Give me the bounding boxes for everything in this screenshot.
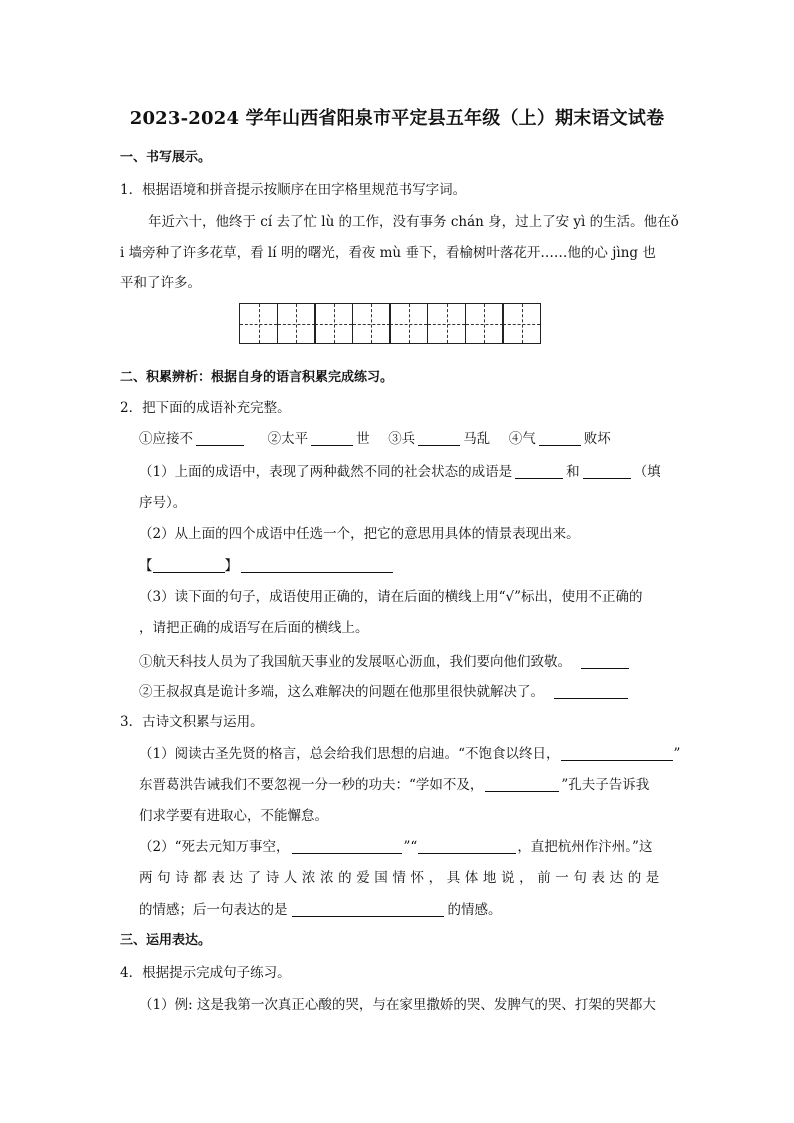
q2-sub3-cont: ，请把正确的成语写在后面的横线上。 — [139, 620, 369, 636]
grid-cell[interactable] — [277, 303, 316, 344]
q2-sentence-1: ①航天科技人员为了我国航天事业的发展呕心沥血，我们要向他们致敬。 — [139, 650, 632, 670]
q2-sub2-answer: 【 】 — [139, 554, 396, 574]
q3-sub2: （2）“死去元知万事空， ”“ ，直把杭州作汴州。”这 — [139, 839, 653, 855]
poem-blank-2[interactable] — [418, 839, 516, 854]
sub1-blank-b[interactable] — [583, 464, 631, 479]
section-1-heading: 一、书写展示。 — [120, 150, 212, 165]
section-2-heading: 二、积累辨析：根据自身的语言积累完成练习。 — [120, 370, 394, 385]
idiom-2: ②太平 — [267, 431, 309, 447]
section-3-heading: 三、运用表达。 — [120, 933, 212, 948]
grid-cell[interactable] — [389, 303, 428, 344]
grid-cell[interactable] — [427, 303, 466, 344]
sentence-2-blank[interactable] — [554, 684, 628, 699]
idiom-2-blank[interactable] — [311, 431, 353, 446]
q3-stem: 3．古诗文积累与运用。 — [120, 714, 264, 730]
q4-stem: 4．根据提示完成句子练习。 — [120, 965, 291, 981]
maxim-blank-2[interactable] — [485, 777, 559, 792]
q4-example: （1）例: 这是我第一次真正心酸的哭，与在家里撒娇的哭、发脾气的哭、打架的哭都大 — [139, 997, 656, 1013]
q2-sentence-2: ②王叔叔真是诡计多端，这么难解决的问题在他那里很快就解决了。 — [139, 680, 631, 700]
q2-sub1-cont: 序号）。 — [139, 495, 187, 511]
q1-passage-line-2: i 墙旁种了许多花草，看 lí 明的曙光，看夜 mù 垂下，看榆树叶落花开……他的心 jìng 也 — [120, 245, 656, 261]
q1-stem: 1．根据语境和拼音提示按顺序在田字格里规范书写字词。 — [120, 182, 467, 198]
poem-blank-1[interactable] — [292, 839, 402, 854]
grid-cell[interactable] — [502, 303, 541, 344]
page-title: 2023-2024 学年山西省阳泉市平定县五年级（上）期末语文试卷 — [129, 108, 665, 129]
sub1-blank-a[interactable] — [515, 464, 563, 479]
q1-passage-line-3: 平和了许多。 — [120, 275, 201, 291]
grid-cell[interactable] — [465, 303, 504, 344]
q3-sub2-line2: 两句诗都表达了诗人浓浓的爱国情怀，具体地说，前一句表达的是 — [139, 870, 664, 886]
grid-cell[interactable] — [239, 303, 278, 344]
sentence-1-blank[interactable] — [581, 654, 629, 669]
q2-sub3: （3）读下面的句子，成语使用正确的，请在后面的横线上用“√”标出，使用不正确的 — [139, 589, 643, 605]
q2-stem: 2．把下面的成语补充完整。 — [120, 400, 291, 416]
q2-sub1: （1）上面的成语中，表现了两种截然不同的社会状态的成语是 和 （填 — [139, 464, 661, 480]
idiom-4: ④气 — [508, 431, 536, 447]
q1-passage-line-1: 年近六十，他终于 cí 去了忙 lù 的工作，没有事务 chán 身，过上了安 yì 的生活。他在ǒ — [148, 214, 679, 230]
maxim-blank-1[interactable] — [561, 746, 673, 761]
q3-sub2-line3: 的情感；后一句表达的是 的情感。 — [139, 902, 502, 918]
idiom-3-blank[interactable] — [418, 431, 460, 446]
idiom-1-blank[interactable] — [196, 431, 244, 446]
q2-sub2: （2）从上面的四个成语中任选一个，把它的意思用具体的情景表现出来。 — [139, 526, 580, 542]
idiom-3: ③兵 — [388, 431, 416, 447]
emotion-blank[interactable] — [292, 902, 444, 917]
grid-cell[interactable] — [352, 303, 391, 344]
q3-sub1: （1）阅读古圣先贤的格言，总会给我们思想的启迪。“不饱食以终日， ” — [139, 746, 681, 762]
idiom-choice-blank[interactable] — [153, 558, 225, 573]
idiom-row: ①应接不 ②太平 世 ③兵 马乱 ④气 败坏 — [139, 431, 611, 447]
tianzige-grid — [239, 303, 540, 344]
idiom-4-blank[interactable] — [539, 431, 581, 446]
q3-sub1-line2: 东晋葛洪告诫我们不要忽视一分一秒的功夫：“学如不及， ”孔夫子告诉我 — [139, 777, 650, 793]
grid-cell[interactable] — [314, 303, 353, 344]
idiom-1: ①应接不 — [139, 431, 193, 447]
q3-sub1-line3: 们求学要有进取心，不能懈怠。 — [139, 808, 328, 824]
scene-blank[interactable] — [241, 558, 393, 573]
